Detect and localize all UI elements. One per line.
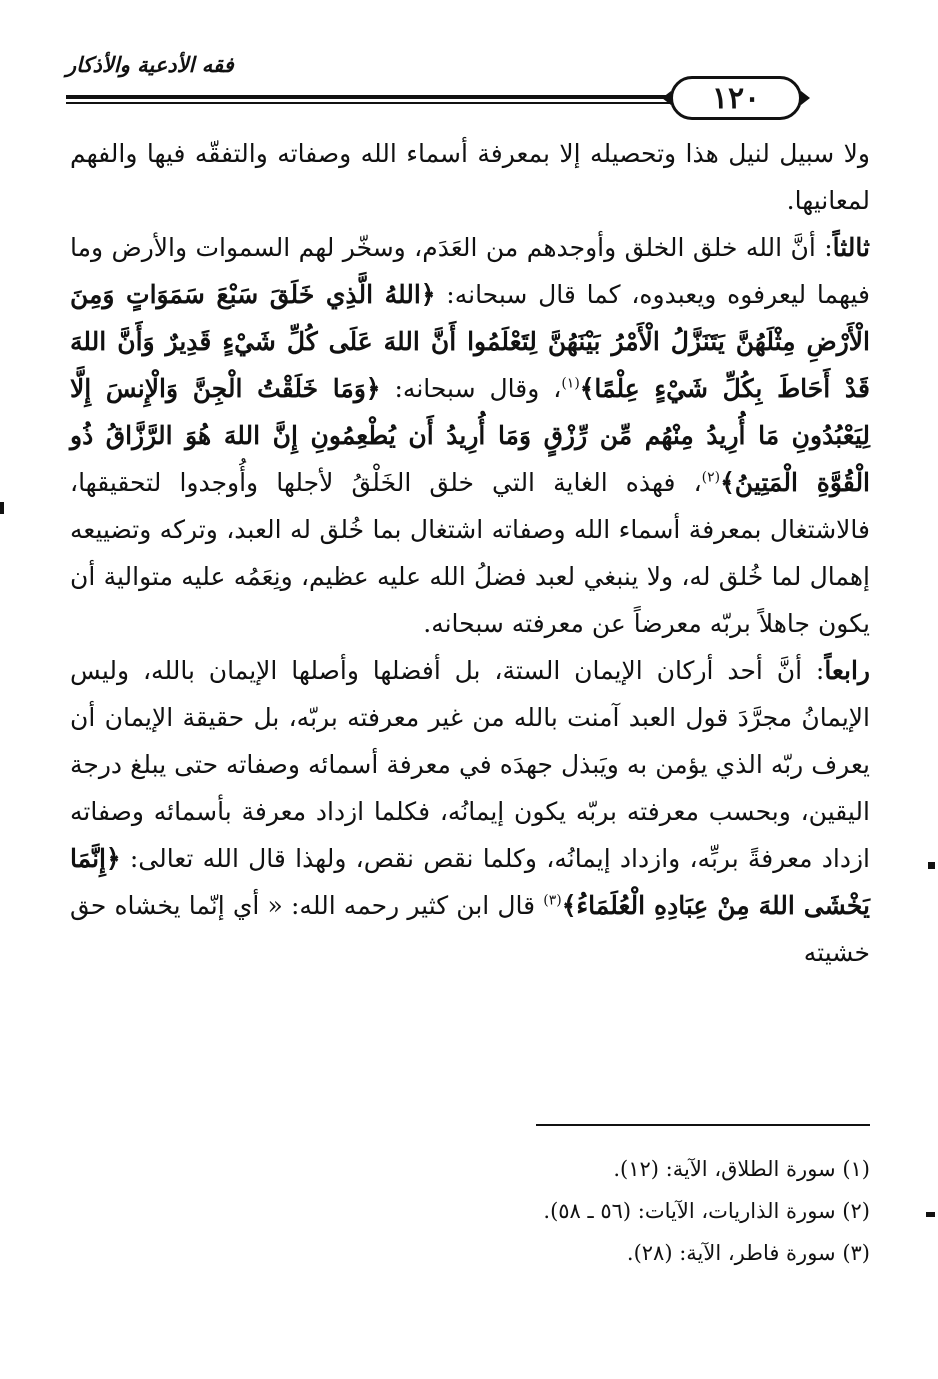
footnote-separator [536, 1124, 870, 1126]
header-rule-thin [66, 102, 676, 104]
page-number: ١٢٠ [670, 76, 802, 120]
quran-verse-fatir: ﴿إِنَّمَا يَخْشَى اللهَ مِنْ عِبَادِهِ الْعُلَمَاءُ﴾ [70, 844, 870, 920]
footnote-ref-3: (٣) [543, 892, 562, 909]
margin-mark-middle [928, 862, 935, 869]
footnote-ref-2: (٢) [701, 469, 721, 486]
main-text [70, 130, 870, 976]
quran-verse-talaq: ﴿اللهُ الَّذِي خَلَقَ سَبْعَ سَمَوَاتٍ وَمِنَ الْأَرْضِ مِثْلَهُنَّ يَتَنَزَّلُ الْأَمْرُ بَيْنَهُنَّ لِتَعْلَمُوا أَنَّ اللهَ عَلَى كُلِّ شَيْءٍ قَدِيرٌ وَأَنَّ اللهَ قَدْ أَحَاطَ بِكُلِّ شَيْءٍ عِلْمًا﴾ [70, 280, 870, 403]
margin-mark-top [0, 502, 4, 514]
paragraph-2-text-a: : أنَّ الله خلق الخلق وأوجدهم من العَدَم، وسخّر لهم السموات والأرض وما فيهما ليعرفوه ويعبدوه، كما قال سبحانه: [70, 233, 870, 309]
paragraph-3-text-a: : أنَّ أحد أركان الإيمان الستة، بل أفضلها وأصلها الإيمان بالله، وليس الإيمانُ مجرَّدَ قول العبد آمنت بالله من غير معرفته بربّه، بل حقيقة الإيمان أن يعرف ربّه الذي يؤمن به ويَبذل جهدَه في معرفة أسمائه وصفاته حتى يبلغ درجة اليقين، وبحسب معرفته بربّه يكون إيمانُه، فكلما ازداد معرفة بأسمائه وصفاته ازداد معرفةً بربِّه، وازداد إيمانُه، وكلما نقص نقص، ولهذا قال الله تعالى: [70, 656, 870, 873]
paragraph-2 [70, 224, 870, 647]
paragraph-2-lead: ثالثاً [832, 233, 870, 262]
margin-mark-bottom [926, 1212, 935, 1217]
quran-verse-dhariyat: ﴿وَمَا خَلَقْتُ الْجِنَّ وَالْإِنسَ إِلَّا لِيَعْبُدُونِ مَا أُرِيدُ مِنْهُم مِّن رِّزْقٍ وَمَا أُرِيدُ أَن يُطْعِمُونِ إِنَّ اللهَ هُوَ الرَّزَّاقُ ذُو الْقُوَّةِ الْمَتِينُ﴾ [70, 374, 871, 497]
paragraph-1 [70, 130, 870, 224]
footnote-ref-1: (١) [561, 375, 580, 392]
paragraph-2-text-b: ، وقال سبحانه: [380, 374, 562, 403]
running-book-title: فقه الأدعية والأذكار [66, 52, 234, 77]
paragraph-1-text: ولا سبيل لنيل هذا وتحصيله إلا بمعرفة أسماء الله وصفاته والتفقّه فيها والفهم لمعانيها. [70, 139, 870, 215]
footnote-2: (٢) سورة الذاريات، الآيات: (٥٦ ـ ٥٨). [543, 1199, 870, 1223]
paragraph-2-text-c: ، فهذه الغاية التي خلق الخَلْقُ لأجلها وأُوجدوا لتحقيقها، فالاشتغال بمعرفة أسماء الله وصفاته اشتغال بما خُلق له العبد، وتركه وتضييعه إهمال لما خُلق له، ولا ينبغي لعبد فضلُ الله عليه عظيم، ونِعَمُه عليه متوالية أن يكون جاهلاً بربّه معرضاً عن معرفته سبحانه. [70, 468, 870, 638]
footnote-3: (٣) سورة فاطر، الآية: (٢٨). [626, 1241, 870, 1265]
header-rule-thick [66, 95, 676, 99]
paragraph-3-text-b: قال ابن كثير رحمه الله: « أي إنّما يخشاه حق خشيته [70, 891, 870, 967]
page-header [66, 40, 872, 120]
paragraph-3 [70, 647, 870, 976]
footnotes [300, 1148, 870, 1274]
paragraph-3-lead: رابعاً [824, 656, 870, 685]
footnote-1: (١) سورة الطلاق، الآية: (١٢). [613, 1157, 870, 1181]
